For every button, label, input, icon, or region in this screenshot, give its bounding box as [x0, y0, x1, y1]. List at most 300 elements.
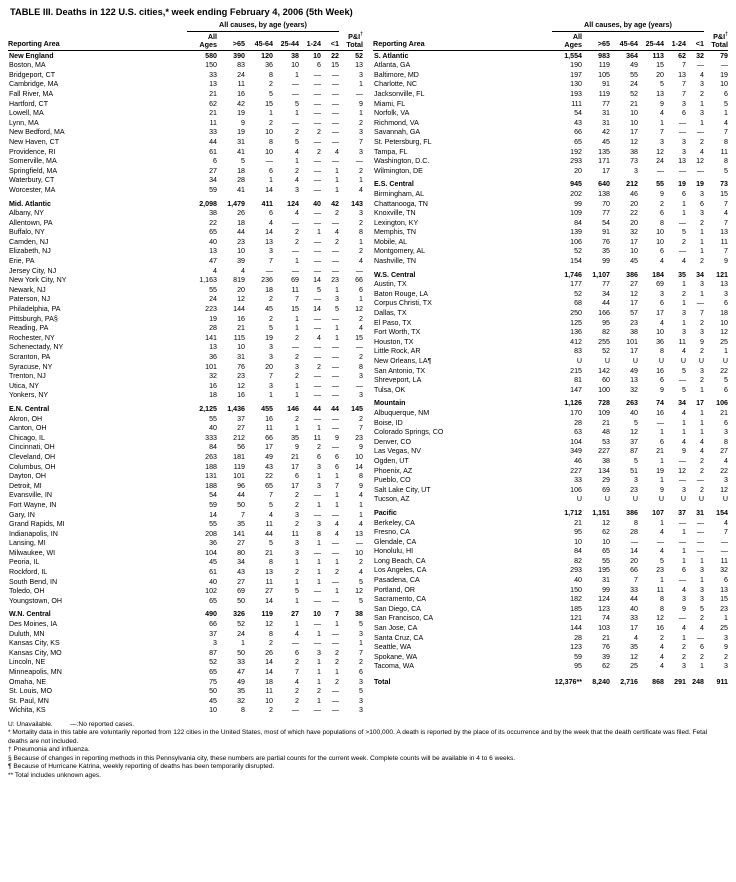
- table-row: [8, 166, 363, 176]
- value-cell: 32: [696, 51, 704, 60]
- value-cell: 1: [317, 677, 321, 686]
- value-cell: —: [678, 518, 686, 527]
- table-row: [373, 60, 728, 70]
- value-cell: 75: [209, 677, 217, 686]
- value-cell: —: [313, 353, 321, 361]
- value-cell: 62: [209, 99, 217, 108]
- value-cell: 52: [237, 620, 245, 629]
- table-row: [373, 318, 728, 328]
- reporting-area-cell: Fall River, MA: [9, 89, 54, 98]
- value-cell: 3: [317, 648, 321, 657]
- value-cell: 33: [574, 476, 582, 485]
- value-cell: —: [313, 237, 321, 246]
- value-cell: 55: [630, 70, 638, 79]
- value-cell: U: [680, 495, 686, 504]
- value-cell: 6: [700, 643, 704, 652]
- reporting-area-cell: Corpus Christi, TX: [374, 299, 432, 308]
- value-cell: 4: [213, 266, 217, 275]
- value-cell: 1: [269, 391, 273, 400]
- value-cell: —: [696, 61, 704, 70]
- value-cell: 43: [265, 462, 273, 471]
- value-cell: 9: [241, 118, 245, 127]
- value-cell: 76: [237, 362, 245, 371]
- value-cell: 3: [213, 639, 217, 648]
- value-cell: —: [291, 80, 299, 89]
- value-cell: 4: [660, 643, 664, 652]
- value-cell: 4: [359, 257, 363, 266]
- value-cell: 2: [660, 633, 664, 642]
- reporting-area-cell: Honolulu, HI: [374, 547, 414, 556]
- reporting-area-cell: Fresno, CA: [374, 528, 410, 537]
- value-cell: 27: [237, 577, 245, 586]
- reporting-area-cell: Austin, TX: [374, 280, 407, 289]
- value-cell: 7: [724, 128, 728, 137]
- value-cell: 11: [291, 529, 299, 538]
- value-cell: 4: [660, 109, 664, 118]
- reporting-area-cell: Toledo, OH: [9, 587, 45, 596]
- table-row: [373, 642, 728, 652]
- table-row: [373, 494, 728, 504]
- table-row: [8, 490, 363, 500]
- value-cell: 13: [720, 585, 728, 594]
- value-cell: 4: [724, 456, 728, 465]
- reporting-area-cell: Mountain: [374, 399, 406, 408]
- value-cell: 1: [682, 418, 686, 427]
- reporting-area-cell: Shreveport, LA: [374, 376, 422, 385]
- table-section-row: [8, 50, 363, 60]
- value-cell: 4: [700, 624, 704, 633]
- value-cell: —: [313, 639, 321, 648]
- value-cell: 9: [724, 257, 728, 266]
- value-cell: 20: [630, 556, 638, 565]
- value-cell: 24: [656, 157, 664, 166]
- value-cell: 5: [660, 556, 664, 565]
- table-row: [8, 510, 363, 520]
- value-cell: 1: [660, 576, 664, 585]
- value-cell: —: [630, 537, 638, 546]
- value-cell: 10: [656, 228, 664, 237]
- value-cell: 50: [237, 500, 245, 509]
- reporting-area-cell: Scranton, PA: [9, 353, 51, 361]
- value-cell: 819: [233, 276, 245, 285]
- table-row: [373, 89, 728, 99]
- table-row: [373, 289, 728, 299]
- table-row: [373, 99, 728, 109]
- value-cell: —: [696, 528, 704, 537]
- table-row: [373, 256, 728, 266]
- value-cell: 55: [656, 180, 664, 189]
- value-cell: 4: [335, 529, 339, 538]
- reporting-area-cell: San Jose, CA: [374, 624, 418, 633]
- value-cell: 3: [359, 128, 363, 137]
- value-cell: 10: [630, 118, 638, 127]
- value-cell: 31: [602, 576, 610, 585]
- value-cell: 490: [205, 610, 217, 619]
- value-cell: 8: [317, 529, 321, 538]
- value-cell: 17: [265, 443, 273, 452]
- table-row: [8, 79, 363, 89]
- value-cell: 2: [700, 347, 704, 356]
- value-cell: 11: [265, 577, 273, 586]
- value-cell: 8: [634, 518, 638, 527]
- value-cell: 5: [682, 228, 686, 237]
- reporting-area-cell: Milwaukee, WI: [9, 548, 56, 557]
- value-cell: 1: [317, 472, 321, 481]
- value-cell: U: [698, 495, 704, 504]
- value-cell: 74: [602, 614, 610, 623]
- value-cell: 16: [237, 391, 245, 400]
- value-cell: 40: [630, 604, 638, 613]
- value-cell: 8: [359, 362, 363, 371]
- table-row: [373, 527, 728, 537]
- value-cell: 2: [295, 372, 299, 381]
- value-cell: 27: [237, 539, 245, 548]
- table-row: [373, 137, 728, 147]
- value-cell: 177: [570, 280, 582, 289]
- reporting-area-cell: Pasadena, CA: [374, 576, 420, 585]
- value-cell: 4: [359, 568, 363, 577]
- reporting-area-cell: W.S. Central: [374, 270, 416, 279]
- value-cell: 74: [656, 399, 664, 408]
- reporting-area-cell: W.N. Central: [9, 610, 51, 619]
- value-cell: 227: [570, 466, 582, 475]
- value-cell: 7: [335, 481, 339, 490]
- table-row: [8, 99, 363, 109]
- value-cell: 12: [656, 147, 664, 156]
- value-cell: 2: [359, 166, 363, 175]
- value-cell: 7: [724, 199, 728, 208]
- table-row: [373, 537, 728, 547]
- value-cell: —: [331, 257, 339, 266]
- value-cell: 15: [291, 305, 299, 314]
- value-cell: —: [696, 299, 704, 308]
- reporting-area-cell: Rochester, NY: [9, 333, 55, 342]
- value-cell: 171: [598, 157, 610, 166]
- table-row: [373, 437, 728, 447]
- value-cell: 1: [295, 109, 299, 118]
- value-cell: 21: [630, 99, 638, 108]
- value-cell: 154: [570, 257, 582, 266]
- value-cell: —: [331, 687, 339, 696]
- value-cell: 197: [570, 70, 582, 79]
- value-cell: 50: [237, 648, 245, 657]
- value-cell: 12: [720, 485, 728, 494]
- value-cell: 47: [209, 257, 217, 266]
- table-row: [8, 529, 363, 539]
- value-cell: 6: [724, 385, 728, 394]
- value-cell: U: [658, 357, 664, 365]
- value-cell: 4: [682, 408, 686, 417]
- value-cell: 43: [237, 568, 245, 577]
- value-cell: 455: [261, 404, 273, 413]
- value-cell: 38: [209, 209, 217, 218]
- value-cell: —: [313, 166, 321, 175]
- reporting-area-cell: New Bedford, MA: [9, 128, 65, 137]
- value-cell: 40: [209, 577, 217, 586]
- value-cell: —: [313, 218, 321, 227]
- value-cell: —: [678, 128, 686, 137]
- reporting-area-cell: Mid. Atlantic: [9, 199, 51, 208]
- value-cell: 2: [359, 414, 363, 423]
- value-cell: 28: [574, 418, 582, 427]
- value-cell: 36: [265, 61, 273, 70]
- value-cell: 6: [317, 452, 321, 461]
- value-cell: 23: [720, 604, 728, 613]
- value-cell: 39: [602, 652, 610, 661]
- reporting-area-cell: Pueblo, CO: [374, 476, 411, 485]
- value-cell: 37: [237, 414, 245, 423]
- table-row: [8, 342, 363, 352]
- value-cell: 11: [720, 237, 728, 246]
- value-cell: 227: [598, 447, 610, 456]
- reporting-area-cell: Youngstown, OH: [9, 596, 62, 605]
- table-row: [373, 189, 728, 199]
- value-cell: 150: [205, 61, 217, 70]
- value-cell: 3: [682, 662, 686, 671]
- value-cell: 130: [570, 80, 582, 89]
- value-cell: 2,716: [620, 678, 638, 686]
- value-cell: 4: [660, 547, 664, 556]
- value-cell: 640: [598, 180, 610, 189]
- value-cell: —: [313, 209, 321, 218]
- value-cell: 4: [295, 176, 299, 185]
- value-cell: 109: [570, 209, 582, 218]
- value-cell: —: [331, 548, 339, 557]
- value-cell: —: [331, 70, 339, 79]
- value-cell: 4: [634, 633, 638, 642]
- value-cell: —: [313, 491, 321, 500]
- value-cell: 8: [724, 137, 728, 146]
- value-cell: 48: [602, 428, 610, 437]
- value-cell: 2: [335, 568, 339, 577]
- value-cell: 1: [295, 577, 299, 586]
- value-cell: 3: [700, 585, 704, 594]
- value-cell: 1: [295, 391, 299, 400]
- value-cell: 1: [317, 558, 321, 567]
- value-cell: 119: [261, 610, 273, 619]
- value-cell: 15: [720, 595, 728, 604]
- value-cell: 5: [295, 99, 299, 108]
- table-row: [8, 638, 363, 648]
- value-cell: 138: [598, 189, 610, 198]
- value-cell: 119: [233, 462, 245, 471]
- value-cell: 4: [359, 491, 363, 500]
- table-row: [373, 246, 728, 256]
- value-cell: 1: [335, 324, 339, 333]
- value-cell: 3: [269, 247, 273, 256]
- value-cell: 1: [335, 185, 339, 194]
- table-row: [373, 475, 728, 485]
- value-cell: 19: [696, 180, 704, 189]
- value-cell: 10: [265, 147, 273, 156]
- reporting-area-cell: Total: [374, 678, 391, 686]
- value-cell: 7: [295, 668, 299, 676]
- value-cell: 146: [287, 404, 299, 413]
- table-row: [8, 705, 363, 715]
- value-cell: 212: [626, 180, 638, 189]
- table-total-row: [373, 675, 728, 687]
- value-cell: 1: [660, 118, 664, 127]
- value-cell: 6: [724, 418, 728, 427]
- value-cell: —: [313, 314, 321, 323]
- value-cell: 45: [209, 558, 217, 567]
- value-cell: 57: [630, 309, 638, 318]
- reporting-area-cell: Washington, D.C.: [374, 157, 430, 166]
- value-cell: 32: [630, 228, 638, 237]
- table-row: [373, 147, 728, 157]
- value-cell: 2: [317, 687, 321, 696]
- table-row: [8, 352, 363, 362]
- value-cell: 5: [359, 620, 363, 629]
- value-cell: 2: [359, 314, 363, 323]
- value-cell: 13: [265, 568, 273, 577]
- value-cell: U: [576, 357, 582, 365]
- reporting-area-cell: Tampa, FL: [374, 147, 408, 156]
- value-cell: 24: [237, 629, 245, 638]
- value-cell: 3: [660, 289, 664, 298]
- reporting-area-cell: El Paso, TX: [374, 318, 412, 327]
- value-cell: 28: [574, 633, 582, 642]
- value-cell: 7: [724, 218, 728, 227]
- value-cell: 5: [269, 89, 273, 98]
- table-row: [373, 356, 728, 366]
- value-cell: —: [331, 391, 339, 400]
- value-cell: 21: [656, 447, 664, 456]
- table-row: [8, 127, 363, 137]
- value-cell: 1: [335, 587, 339, 596]
- value-cell: 7: [724, 528, 728, 537]
- value-cell: 2: [700, 614, 704, 623]
- value-cell: 3: [700, 209, 704, 218]
- value-cell: —: [696, 476, 704, 485]
- value-cell: 19: [237, 128, 245, 137]
- reporting-area-cell: Trenton, NJ: [9, 372, 46, 381]
- value-cell: —: [678, 476, 686, 485]
- value-cell: 2: [682, 652, 686, 661]
- value-cell: 69: [237, 587, 245, 596]
- value-cell: 22: [209, 218, 217, 227]
- value-cell: —: [313, 620, 321, 629]
- value-cell: 14: [265, 658, 273, 667]
- col-1-24-right: 1-24: [664, 31, 686, 50]
- value-cell: 3: [682, 485, 686, 494]
- table-row: [373, 337, 728, 347]
- table-row: [8, 333, 363, 343]
- value-cell: 1: [295, 314, 299, 323]
- table-row: [373, 327, 728, 337]
- value-cell: 1: [359, 639, 363, 648]
- value-cell: 20: [630, 218, 638, 227]
- reporting-area-cell: Utica, NY: [9, 381, 39, 390]
- value-cell: 2: [724, 652, 728, 661]
- value-cell: 1: [660, 456, 664, 465]
- value-cell: —: [331, 218, 339, 227]
- value-cell: 5: [269, 324, 273, 333]
- table-row: [8, 538, 363, 548]
- value-cell: 17: [291, 481, 299, 490]
- value-cell: 27: [291, 610, 299, 619]
- value-cell: 2: [269, 80, 273, 89]
- value-cell: 3: [359, 696, 363, 705]
- value-cell: 3: [724, 633, 728, 642]
- value-cell: 17: [696, 399, 704, 408]
- reporting-area-cell: Springfield, MA: [9, 166, 58, 175]
- reporting-area-cell: Salt Lake City, UT: [374, 485, 431, 494]
- value-cell: 6: [295, 472, 299, 481]
- value-cell: 15: [720, 189, 728, 198]
- footnote-pilcrow: ¶ Because of Hurricane Katrina, weekly reporting of deaths has been temporarily disrupted.: [8, 763, 275, 771]
- value-cell: 2: [359, 247, 363, 256]
- reporting-area-cell: Houston, TX: [374, 337, 414, 346]
- value-cell: —: [331, 118, 339, 127]
- table-row: [8, 185, 363, 195]
- value-cell: 7: [359, 424, 363, 433]
- value-cell: —: [331, 266, 339, 275]
- value-cell: 16: [237, 89, 245, 98]
- reporting-area-cell: Boise, ID: [374, 418, 403, 427]
- value-cell: —: [291, 706, 299, 715]
- value-cell: 2: [359, 658, 363, 667]
- value-cell: 3: [724, 662, 728, 671]
- value-cell: 11: [720, 556, 728, 565]
- value-cell: —: [331, 247, 339, 256]
- value-cell: 17: [630, 299, 638, 308]
- value-cell: 868: [652, 678, 664, 686]
- value-cell: 66: [574, 128, 582, 137]
- value-cell: 3: [700, 109, 704, 118]
- value-cell: 41: [237, 147, 245, 156]
- value-cell: 14: [630, 547, 638, 556]
- value-cell: 8: [724, 437, 728, 446]
- value-cell: 2: [700, 318, 704, 327]
- value-cell: 1: [295, 324, 299, 333]
- value-cell: 23: [237, 372, 245, 381]
- value-cell: 120: [261, 51, 273, 60]
- value-cell: 4: [359, 185, 363, 194]
- value-cell: 121: [716, 270, 728, 279]
- value-cell: 40: [209, 237, 217, 246]
- value-cell: 23: [630, 318, 638, 327]
- value-cell: 3: [317, 481, 321, 490]
- table-row: [8, 696, 363, 706]
- value-cell: —: [331, 128, 339, 137]
- value-cell: 6: [660, 376, 664, 385]
- value-cell: 6: [682, 566, 686, 575]
- value-cell: —: [331, 157, 339, 166]
- reporting-area-cell: Columbus, OH: [9, 462, 56, 471]
- reporting-area-cell: Mobile, AL: [374, 237, 408, 246]
- value-cell: 40: [313, 199, 321, 208]
- value-cell: 21: [291, 452, 299, 461]
- value-cell: 99: [574, 199, 582, 208]
- value-cell: 12,376**: [554, 678, 582, 686]
- value-cell: 49: [630, 61, 638, 70]
- value-cell: 3: [682, 137, 686, 146]
- reporting-area-cell: Yonkers, NY: [9, 391, 49, 400]
- value-cell: U: [632, 357, 638, 365]
- value-cell: 2: [317, 443, 321, 452]
- value-cell: 95: [602, 318, 610, 327]
- value-cell: —: [313, 391, 321, 400]
- value-cell: 16: [656, 366, 664, 375]
- value-cell: 17: [630, 347, 638, 356]
- value-cell: 15: [355, 333, 363, 342]
- value-cell: 134: [598, 466, 610, 475]
- group-header-blank-right: [373, 21, 552, 31]
- value-cell: —: [331, 362, 339, 371]
- value-cell: —: [331, 414, 339, 423]
- value-cell: 63: [574, 428, 582, 437]
